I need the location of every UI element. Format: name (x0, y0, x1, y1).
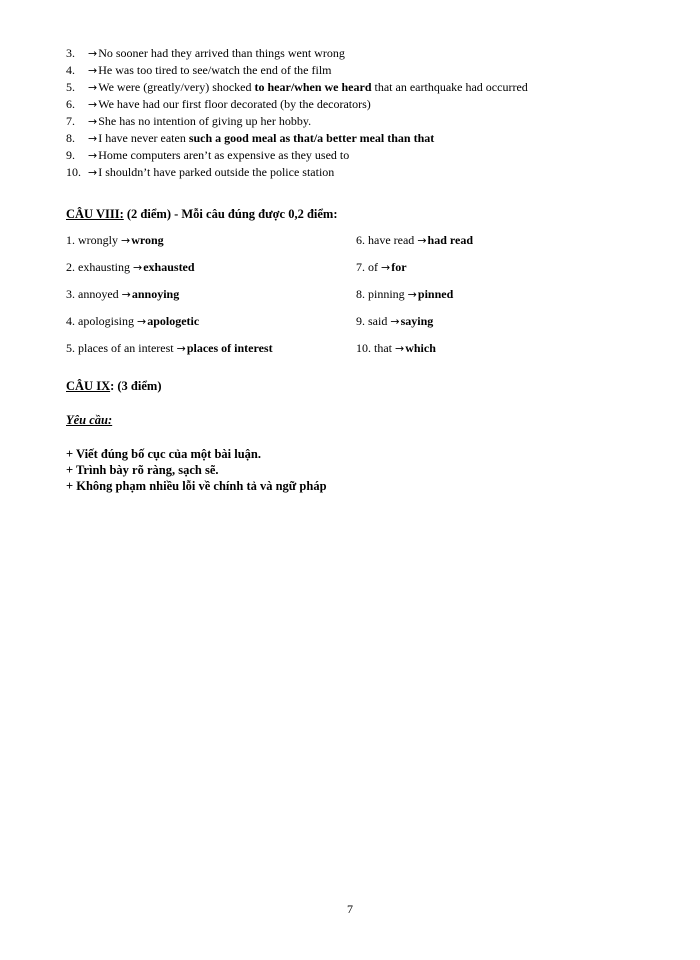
rewrite-text (88, 147, 349, 164)
answer-row (66, 286, 666, 313)
section-9-scoring: : (3 điểm) (110, 379, 162, 393)
requirements-heading (66, 413, 112, 428)
answer-wrong-word: 9. said (356, 314, 391, 328)
rewrite-number: 10. (66, 165, 81, 179)
section-8-answer-grid (66, 232, 666, 367)
answer-wrong-word: 4. apologising (66, 314, 137, 328)
answer-correct-word: annoying (131, 287, 180, 301)
rewrite-plain: No sooner had they arrived than things went wrong (98, 46, 345, 60)
answer-correct-word: for (391, 260, 407, 274)
section-9-title: CÂU IX (66, 379, 111, 393)
rewrite-text (88, 113, 311, 130)
answer-wrong-word: 10. that (356, 341, 395, 355)
requirements-list (66, 446, 327, 494)
requirement-item: + Không phạm nhiều lỗi về chính tả và ngữ pháp (66, 479, 327, 493)
section-8-heading (66, 207, 338, 222)
answer-wrong-word: 3. annoyed (66, 287, 122, 301)
answer-left (66, 232, 164, 249)
section-9-heading (66, 379, 161, 394)
answer-wrong-word: 5. places of an interest (66, 341, 177, 355)
answer-correct-word: wrong (131, 233, 164, 247)
rewrite-number: 7. (66, 114, 75, 128)
rewrite-number: 8. (66, 131, 75, 145)
arrow-icon: → (88, 132, 98, 145)
arrow-icon: → (395, 342, 405, 355)
rewrite-plain: He was too tired to see/watch the end of the film (98, 63, 332, 77)
rewrite-row (66, 79, 666, 96)
arrow-icon: → (121, 288, 131, 301)
arrow-icon: → (88, 115, 98, 128)
rewrite-number: 4. (66, 63, 75, 77)
arrow-icon: → (176, 342, 186, 355)
arrow-icon: → (88, 149, 98, 162)
answer-wrong-word: 1. wrongly (66, 233, 121, 247)
answer-left (66, 313, 199, 330)
arrow-icon: → (88, 98, 98, 111)
rewrite-row (66, 96, 666, 113)
arrow-icon: → (88, 64, 98, 77)
arrow-icon: → (137, 315, 147, 328)
rewrite-plain: We were (greatly/very) shocked (98, 80, 255, 94)
arrow-icon: → (390, 315, 400, 328)
rewrite-row (66, 147, 666, 164)
arrow-icon: → (88, 81, 98, 94)
answer-left (66, 340, 273, 357)
rewrite-row (66, 164, 666, 181)
arrow-icon: → (88, 166, 98, 179)
rewrite-row (66, 113, 666, 130)
rewrite-text (88, 62, 331, 79)
arrow-icon: → (88, 47, 98, 60)
rewrite-row (66, 45, 666, 62)
rewrite-row (66, 62, 666, 79)
section-8-scoring: (2 điểm) - Mỗi câu đúng được 0,2 điểm: (123, 207, 338, 221)
answer-right (356, 286, 453, 303)
rewrite-plain: She has no intention of giving up her hobby. (98, 114, 312, 128)
arrow-icon: → (417, 234, 427, 247)
answer-row (66, 340, 666, 367)
requirement-item: + Trình bày rõ ràng, sạch sẽ. (66, 463, 219, 477)
answer-row (66, 232, 666, 259)
arrow-icon: → (133, 261, 143, 274)
answer-left (66, 286, 179, 303)
answer-wrong-word: 7. of (356, 260, 381, 274)
rewrite-answer-list (66, 45, 666, 181)
rewrite-row (66, 130, 666, 147)
answer-right (356, 232, 473, 249)
section-8-title: CÂU VIII: (66, 207, 124, 221)
rewrite-plain-end: that an earthquake had occurred (371, 80, 528, 94)
answer-left (66, 259, 195, 276)
answer-correct-word: pinned (417, 287, 454, 301)
requirements-heading-text: Yêu cầu: (66, 413, 113, 427)
rewrite-text (88, 130, 434, 147)
answer-row (66, 259, 666, 286)
rewrite-text (88, 164, 334, 181)
rewrite-bold: such a good meal as that/a better meal than that (188, 131, 435, 145)
answer-wrong-word: 2. exhausting (66, 260, 133, 274)
arrow-icon: → (407, 288, 417, 301)
answer-correct-word: saying (400, 314, 434, 328)
rewrite-number: 3. (66, 46, 75, 60)
answer-right (356, 259, 407, 276)
rewrite-plain: Home computers aren’t as expensive as they used to (98, 148, 350, 162)
rewrite-text (88, 45, 345, 62)
answer-correct-word: had read (427, 233, 473, 247)
answer-correct-word: which (405, 341, 436, 355)
answer-wrong-word: 6. have read (356, 233, 418, 247)
rewrite-plain: I shouldn’t have parked outside the police station (98, 165, 335, 179)
page-number: 7 (347, 902, 353, 916)
answer-row (66, 313, 666, 340)
arrow-icon: → (121, 234, 131, 247)
rewrite-number: 6. (66, 97, 75, 111)
answer-wrong-word: 8. pinning (356, 287, 408, 301)
rewrite-number: 5. (66, 80, 75, 94)
rewrite-number: 9. (66, 148, 75, 162)
arrow-icon: → (381, 261, 391, 274)
rewrite-text (88, 79, 528, 96)
answer-correct-word: exhausted (143, 260, 195, 274)
answer-correct-word: apologetic (147, 314, 200, 328)
rewrite-plain: I have never eaten (98, 131, 189, 145)
answer-right (356, 313, 433, 330)
rewrite-bold: to hear/when we heard (254, 80, 372, 94)
rewrite-plain: We have had our first floor decorated (by the decorators) (98, 97, 371, 111)
requirement-item: + Viết đúng bố cục của một bài luận. (66, 447, 262, 461)
answer-right (356, 340, 436, 357)
rewrite-text (88, 96, 371, 113)
answer-correct-word: places of interest (186, 341, 273, 355)
